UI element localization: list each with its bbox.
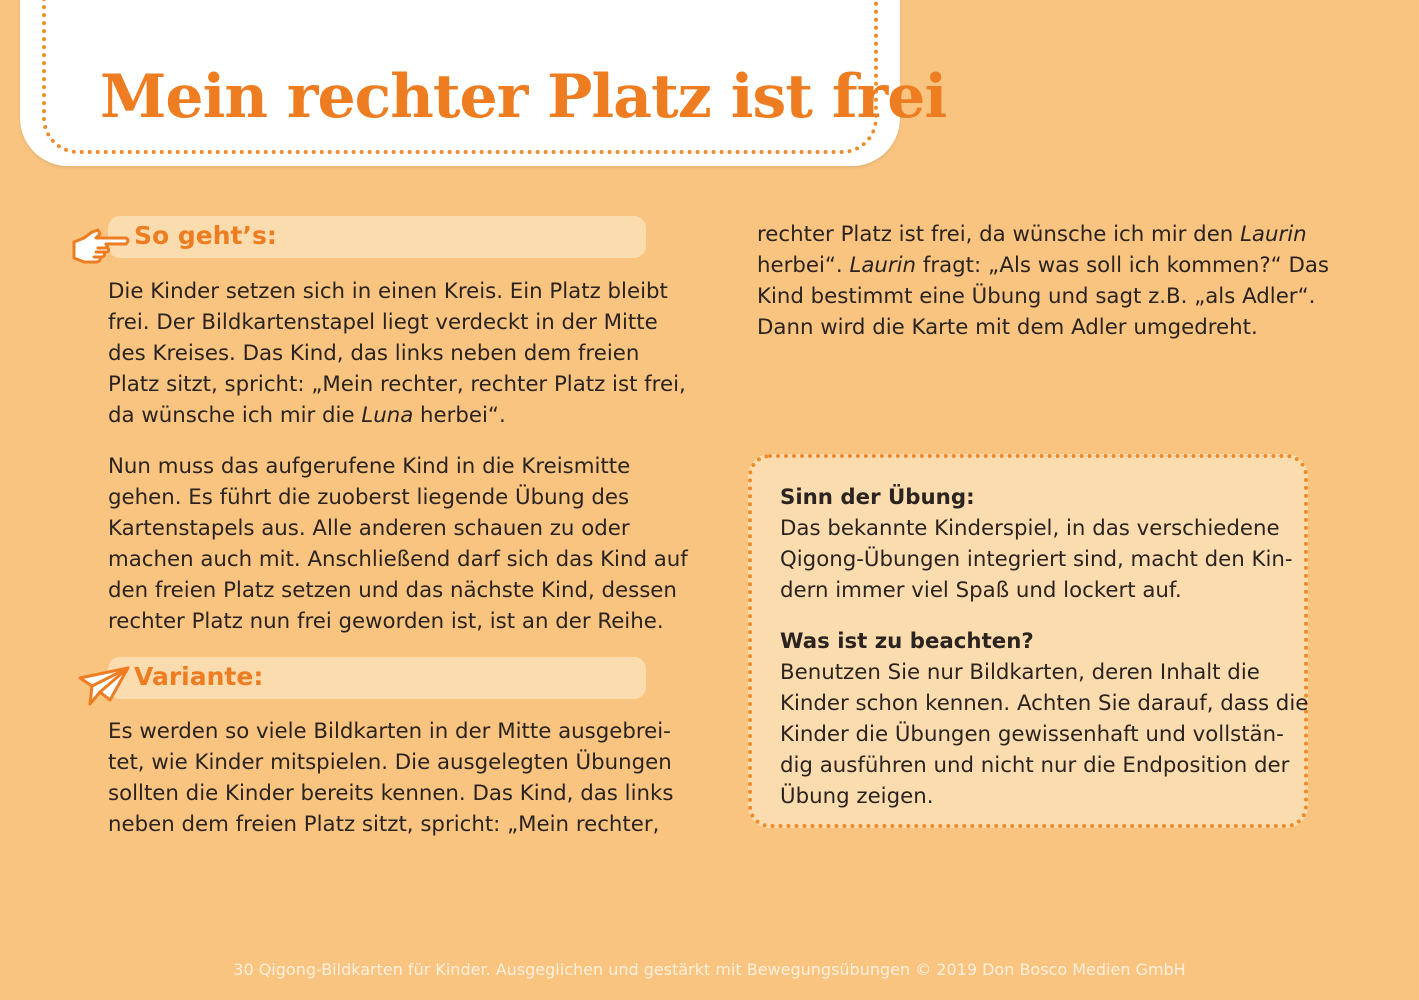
name-luna: Luna	[361, 403, 414, 428]
pointing-hand-icon	[70, 222, 132, 266]
text-line: Benutzen Sie nur Bildkarten, deren Inhalt die	[780, 660, 1260, 685]
section-header-variant	[108, 657, 646, 699]
text-line: den freien Platz setzen und das nächste Kind, dessen	[108, 578, 677, 603]
text-line: dig ausführen und nicht nur die Endposition der	[780, 753, 1290, 778]
info-box	[748, 454, 1308, 828]
how-to-paragraph-2	[108, 451, 688, 637]
text-line: des Kreises. Das Kind, das links neben dem freien	[108, 341, 640, 366]
variant-paragraph-continued	[757, 219, 1329, 343]
text-line: Kinder schon kennen. Achten Sie darauf, dass die	[780, 691, 1309, 716]
text-line: Die Kinder setzen sich in einen Kreis. Ein Platz bleibt	[108, 279, 668, 304]
text-line: frei. Der Bildkartenstapel liegt verdeckt in der Mitte	[108, 310, 658, 335]
text-line: Platz sitzt, spricht: „Mein rechter, rechter Platz ist frei,	[108, 372, 686, 397]
text-line: Kind bestimmt eine Übung und sagt z.B. „als Adler“.	[757, 284, 1316, 309]
text-line: machen auch mit. Anschließend darf sich das Kind auf	[108, 547, 688, 572]
text-line: rechter Platz nun frei geworden ist, ist an der Reihe.	[108, 609, 664, 634]
section-header-how-to	[108, 216, 646, 258]
paper-plane-icon	[76, 664, 132, 708]
variant-paragraph	[108, 716, 673, 840]
section-label-variant: Variante:	[134, 662, 264, 691]
text-line: gehen. Es führt die zuoberst liegende Übung des	[108, 485, 630, 510]
text-line: dern immer viel Spaß und lockert auf.	[780, 578, 1182, 603]
text-line: herbei“.	[413, 403, 506, 428]
purpose-heading: Sinn der Übung:	[780, 485, 975, 510]
text-line: Nun muss das aufgerufene Kind in die Kreismitte	[108, 454, 631, 479]
section-label-how-to: So geht’s:	[134, 221, 277, 250]
text-line: herbei“.	[757, 253, 850, 278]
text-line: Kinder die Übungen gewissenhaft und vollstän-	[780, 722, 1284, 747]
text-line: fragt: „Als was soll ich kommen?“ Das	[916, 253, 1330, 278]
text-line: Das bekannte Kinderspiel, in das verschiedene	[780, 516, 1280, 541]
text-line: tet, wie Kinder mitspielen. Die ausgelegten Übungen	[108, 750, 672, 775]
text-line: da wünsche ich mir die	[108, 403, 362, 428]
text-line: sollten die Kinder bereits kennen. Das Kind, das links	[108, 781, 674, 806]
text-line: Kartenstapels aus. Alle anderen schauen zu oder	[108, 516, 630, 541]
text-line: Übung zeigen.	[780, 784, 934, 809]
notes-text	[780, 657, 1308, 812]
text-line: rechter Platz ist frei, da wünsche ich mir den	[757, 222, 1241, 247]
text-line: Qigong-Übungen integriert sind, macht den Kin-	[780, 547, 1293, 572]
purpose-text	[780, 513, 1293, 606]
how-to-paragraph-1	[108, 276, 686, 431]
name-laurin: Laurin	[849, 253, 917, 278]
text-line: neben dem freien Platz sitzt, spricht: „Mein rechter,	[108, 812, 660, 837]
text-line: Dann wird die Karte mit dem Adler umgedreht.	[757, 315, 1258, 340]
text-line: Es werden so viele Bildkarten in der Mitte ausgebrei-	[108, 719, 671, 744]
footer-copyright: 30 Qigong-Bildkarten für Kinder. Ausgeglichen und gestärkt mit Bewegungsübungen © 2019 Don Bosco Medien GmbH	[233, 960, 1186, 979]
notes-heading: Was ist zu beachten?	[780, 629, 1034, 654]
page-title: Mein rechter Platz ist frei	[100, 62, 947, 132]
name-laurin: Laurin	[1240, 222, 1307, 247]
